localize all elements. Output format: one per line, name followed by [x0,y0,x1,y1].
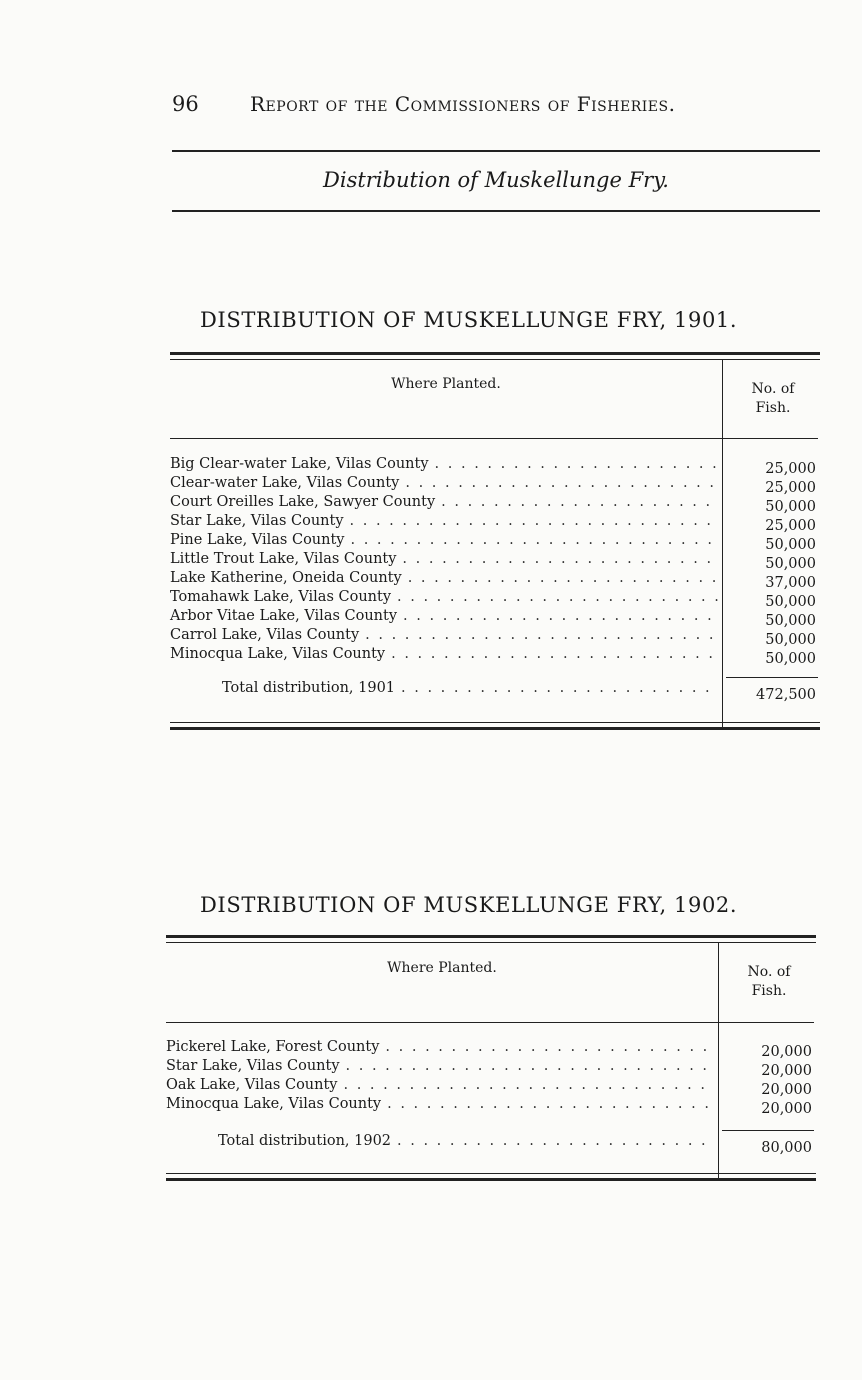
row-place: Pine Lake, Vilas County [170,532,345,548]
row-place: Pickerel Lake, Forest County [166,1039,380,1055]
row-fish-count: 20,000 [761,1063,812,1079]
table-1901 [170,352,820,734]
total-row [222,679,718,698]
row-fish-count: 50,000 [765,651,816,667]
row-fish-count: 20,000 [761,1044,812,1060]
row-place: Clear-water Lake, Vilas County [170,475,400,491]
table-row [170,512,718,531]
dot-leader [405,474,718,493]
total-rule [722,1130,814,1131]
table-bottom-rule [170,722,820,730]
dot-leader [365,626,718,645]
table-row [170,569,718,588]
row-place: Minocqua Lake, Vilas County [166,1096,382,1112]
header-rule-bottom [172,210,820,212]
column-header-place: Where Planted. [391,376,501,392]
row-place: Arbor Vitae Lake, Vilas County [170,608,398,624]
table-1902 [166,935,816,1187]
row-fish-count: 25,000 [765,480,816,496]
table-top-rule [170,352,820,360]
dot-leader [397,588,718,607]
table-row [170,645,718,664]
dot-leader [403,607,718,626]
table-row [170,455,718,474]
total-row [218,1132,714,1151]
running-title: Report of the Commissioners of Fisheries. [250,92,676,116]
row-fish-count: 50,000 [765,613,816,629]
table-row [166,1057,714,1076]
row-fish-count: 37,000 [765,575,816,591]
row-place: Star Lake, Vilas County [166,1058,340,1074]
table-row [170,531,718,550]
column-header-place: Where Planted. [387,960,497,976]
total-label: Total distribution, 1902 [218,1133,392,1149]
dot-leader [346,1057,714,1076]
table-top-rule [166,935,816,943]
table-row [170,493,718,512]
row-place: Star Lake, Vilas County [170,513,344,529]
row-fish-count: 50,000 [765,594,816,610]
dot-leader [435,455,718,474]
table-bottom-rule [166,1173,816,1181]
dot-leader [441,493,718,512]
row-fish-count: 25,000 [765,518,816,534]
row-fish-count: 20,000 [761,1082,812,1098]
row-fish-count: 50,000 [765,632,816,648]
table-row [170,588,718,607]
column-divider [718,943,719,1181]
dot-leader [401,679,718,698]
header-rule-top [172,150,820,152]
dot-leader [351,531,719,550]
row-fish-count: 50,000 [765,537,816,553]
dot-leader [344,1076,715,1095]
row-place: Oak Lake, Vilas County [166,1077,338,1093]
table-row [166,1095,714,1114]
total-rule [726,677,818,678]
column-divider [722,360,723,730]
row-place: Big Clear-water Lake, Vilas County [170,456,429,472]
table-row [170,474,718,493]
row-place: Court Oreilles Lake, Sawyer County [170,494,436,510]
section-title: Distribution of Muskellunge Fry. [323,168,669,192]
total-value: 80,000 [761,1140,812,1156]
row-fish-count: 20,000 [761,1101,812,1117]
table-title-1901: DISTRIBUTION OF MUSKELLUNGE FRY, 1901. [200,308,738,332]
row-fish-count: 50,000 [765,499,816,515]
dot-leader [350,512,718,531]
page-number: 96 [172,92,199,116]
row-place: Minocqua Lake, Vilas County [170,646,386,662]
header-rule [166,1022,814,1023]
row-place: Little Trout Lake, Vilas County [170,551,397,567]
dot-leader [408,569,718,588]
total-value: 472,500 [756,687,816,703]
row-place: Tomahawk Lake, Vilas County [170,589,392,605]
row-fish-count: 50,000 [765,556,816,572]
table-row [166,1076,714,1095]
header-rule [170,438,818,439]
row-place: Carrol Lake, Vilas County [170,627,360,643]
table-row [170,550,718,569]
table-row [170,626,718,645]
total-label: Total distribution, 1901 [222,680,396,696]
dot-leader [387,1095,714,1114]
dot-leader [397,1132,714,1151]
column-header-fish: No. of Fish. [747,964,791,999]
dot-leader [385,1038,714,1057]
dot-leader [402,550,718,569]
row-place: Lake Katherine, Oneida County [170,570,402,586]
table-title-1902: DISTRIBUTION OF MUSKELLUNGE FRY, 1902. [200,893,738,917]
dot-leader [391,645,718,664]
table-row [166,1038,714,1057]
column-header-fish: No. of Fish. [751,381,795,416]
table-row [170,607,718,626]
row-fish-count: 25,000 [765,461,816,477]
